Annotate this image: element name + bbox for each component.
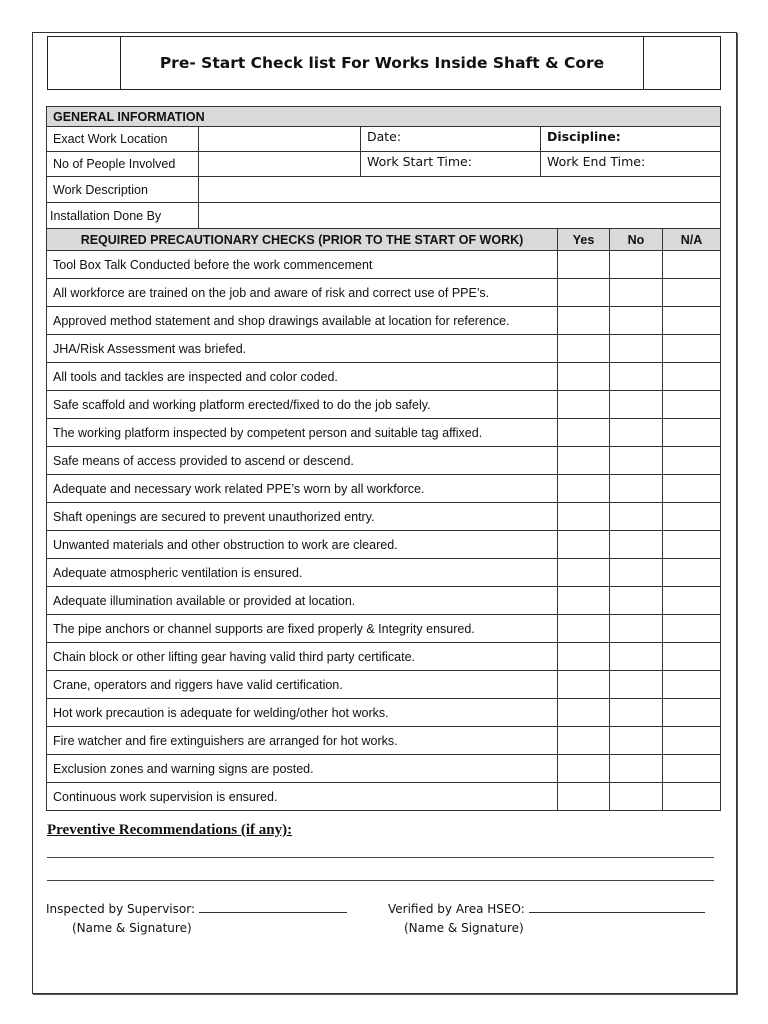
- check-no-box[interactable]: [610, 699, 663, 727]
- check-yes-box[interactable]: [558, 363, 610, 391]
- check-yes-box[interactable]: [558, 391, 610, 419]
- hseo-signature-field[interactable]: [388, 902, 705, 916]
- check-row: [47, 391, 721, 419]
- general-information-heading: GENERAL INFORMATION: [47, 107, 721, 127]
- check-item-text: Adequate illumination available or provided at location.: [47, 587, 558, 615]
- check-yes-box[interactable]: [558, 643, 610, 671]
- installation-done-by-field[interactable]: [199, 203, 721, 229]
- recommendation-line[interactable]: [47, 857, 714, 858]
- check-na-box[interactable]: [663, 615, 721, 643]
- check-no-box[interactable]: [610, 727, 663, 755]
- check-yes-box[interactable]: [558, 531, 610, 559]
- check-rows: [47, 251, 721, 811]
- check-na-box[interactable]: [663, 475, 721, 503]
- installation-done-by-label: Installation Done By: [47, 203, 199, 229]
- check-row: [47, 307, 721, 335]
- check-row: [47, 447, 721, 475]
- check-item-text: Unwanted materials and other obstruction to work are cleared.: [47, 531, 558, 559]
- check-yes-box[interactable]: [558, 503, 610, 531]
- check-row: [47, 671, 721, 699]
- check-item-text: Adequate and necessary work related PPE’s worn by all workforce.: [47, 475, 558, 503]
- check-item-text: All workforce are trained on the job and aware of risk and correct use of PPE’s.: [47, 279, 558, 307]
- check-no-box[interactable]: [610, 643, 663, 671]
- check-row: [47, 503, 721, 531]
- check-na-box[interactable]: [663, 419, 721, 447]
- exact-work-location-field[interactable]: [199, 127, 361, 152]
- check-no-box[interactable]: [610, 335, 663, 363]
- check-yes-box[interactable]: [558, 587, 610, 615]
- check-row: [47, 279, 721, 307]
- check-yes-box[interactable]: [558, 727, 610, 755]
- check-na-box[interactable]: [663, 363, 721, 391]
- check-yes-box[interactable]: [558, 279, 610, 307]
- check-item-text: Safe means of access provided to ascend or descend.: [47, 447, 558, 475]
- check-row: [47, 615, 721, 643]
- check-item-text: The pipe anchors or channel supports are fixed properly & Integrity ensured.: [47, 615, 558, 643]
- check-item-text: Exclusion zones and warning signs are posted.: [47, 755, 558, 783]
- people-involved-field[interactable]: [199, 152, 361, 177]
- check-na-box[interactable]: [663, 335, 721, 363]
- check-item-text: Fire watcher and fire extinguishers are arranged for hot works.: [47, 727, 558, 755]
- check-row: [47, 783, 721, 811]
- check-row: [47, 531, 721, 559]
- check-no-box[interactable]: [610, 475, 663, 503]
- check-yes-box[interactable]: [558, 335, 610, 363]
- hseo-signature-label: Verified by Area HSEO:: [388, 902, 525, 916]
- check-item-text: Hot work precaution is adequate for welding/other hot works.: [47, 699, 558, 727]
- check-na-box[interactable]: [663, 783, 721, 811]
- discipline-field[interactable]: Discipline:: [541, 127, 721, 152]
- preventive-recommendations-heading: Preventive Recommendations (if any):: [47, 822, 293, 838]
- recommendation-line[interactable]: [47, 880, 714, 881]
- check-na-box[interactable]: [663, 251, 721, 279]
- column-na-header: N/A: [663, 229, 721, 251]
- check-item-text: Continuous work supervision is ensured.: [47, 783, 558, 811]
- document-title: Pre- Start Check list For Works Inside Shaft & Core: [159, 54, 605, 72]
- check-no-box[interactable]: [610, 755, 663, 783]
- check-no-box[interactable]: [610, 391, 663, 419]
- check-item-text: The working platform inspected by competent person and suitable tag affixed.: [47, 419, 558, 447]
- check-no-box[interactable]: [610, 251, 663, 279]
- check-row: [47, 419, 721, 447]
- check-row: [47, 363, 721, 391]
- check-yes-box[interactable]: [558, 447, 610, 475]
- column-no-header: No: [610, 229, 663, 251]
- check-no-box[interactable]: [610, 559, 663, 587]
- precautionary-checks-heading: REQUIRED PRECAUTIONARY CHECKS (PRIOR TO THE START OF WORK): [47, 229, 558, 251]
- check-na-box[interactable]: [663, 559, 721, 587]
- logo-cell-right: [643, 37, 720, 89]
- check-na-box[interactable]: [663, 503, 721, 531]
- work-end-time-field[interactable]: Work End Time:: [541, 152, 721, 177]
- check-row: [47, 559, 721, 587]
- check-row: [47, 699, 721, 727]
- check-na-box[interactable]: [663, 699, 721, 727]
- check-item-text: JHA/Risk Assessment was briefed.: [47, 335, 558, 363]
- check-item-text: Safe scaffold and working platform erected/fixed to do the job safely.: [47, 391, 558, 419]
- check-no-box[interactable]: [610, 783, 663, 811]
- check-no-box[interactable]: [610, 419, 663, 447]
- check-yes-box[interactable]: [558, 307, 610, 335]
- check-yes-box[interactable]: [558, 783, 610, 811]
- check-yes-box[interactable]: [558, 615, 610, 643]
- check-yes-box[interactable]: [558, 671, 610, 699]
- check-no-box[interactable]: [610, 671, 663, 699]
- check-row: [47, 643, 721, 671]
- people-involved-label: No of People Involved: [47, 152, 199, 177]
- supervisor-signature-label: Inspected by Supervisor:: [46, 902, 195, 916]
- check-na-box[interactable]: [663, 531, 721, 559]
- check-row: [47, 475, 721, 503]
- check-na-box[interactable]: [663, 307, 721, 335]
- supervisor-signature-line[interactable]: [199, 902, 347, 913]
- check-no-box[interactable]: [610, 279, 663, 307]
- work-description-field[interactable]: [199, 177, 721, 203]
- check-yes-box[interactable]: [558, 755, 610, 783]
- check-na-box[interactable]: [663, 391, 721, 419]
- check-na-box[interactable]: [663, 587, 721, 615]
- check-item-text: All tools and tackles are inspected and color coded.: [47, 363, 558, 391]
- check-row: [47, 755, 721, 783]
- check-item-text: Chain block or other lifting gear having valid third party certificate.: [47, 643, 558, 671]
- work-start-time-field[interactable]: Work Start Time:: [361, 152, 541, 177]
- check-yes-box[interactable]: [558, 699, 610, 727]
- supervisor-signature-field[interactable]: [46, 902, 347, 916]
- check-yes-box[interactable]: [558, 559, 610, 587]
- check-na-box[interactable]: [663, 671, 721, 699]
- check-item-text: Shaft openings are secured to prevent unauthorized entry.: [47, 503, 558, 531]
- check-na-box[interactable]: [663, 643, 721, 671]
- check-row: [47, 727, 721, 755]
- check-yes-box[interactable]: [558, 475, 610, 503]
- check-na-box[interactable]: [663, 727, 721, 755]
- hseo-name-signature-note: (Name & Signature): [404, 921, 524, 935]
- check-no-box[interactable]: [610, 587, 663, 615]
- check-item-text: Adequate atmospheric ventilation is ensured.: [47, 559, 558, 587]
- column-yes-header: Yes: [558, 229, 610, 251]
- check-no-box[interactable]: [610, 363, 663, 391]
- title-box: [47, 36, 721, 90]
- check-na-box[interactable]: [663, 755, 721, 783]
- check-item-text: Tool Box Talk Conducted before the work commencement: [47, 251, 558, 279]
- check-no-box[interactable]: [610, 503, 663, 531]
- date-field[interactable]: Date:: [361, 127, 541, 152]
- check-row: [47, 587, 721, 615]
- check-no-box[interactable]: [610, 615, 663, 643]
- check-yes-box[interactable]: [558, 419, 610, 447]
- supervisor-name-signature-note: (Name & Signature): [72, 921, 192, 935]
- work-description-label: Work Description: [47, 177, 199, 203]
- check-no-box[interactable]: [610, 307, 663, 335]
- check-row: [47, 335, 721, 363]
- hseo-signature-line[interactable]: [529, 902, 705, 913]
- check-no-box[interactable]: [610, 447, 663, 475]
- exact-work-location-label: Exact Work Location: [47, 127, 199, 152]
- check-no-box[interactable]: [610, 531, 663, 559]
- check-item-text: Crane, operators and riggers have valid certification.: [47, 671, 558, 699]
- check-na-box[interactable]: [663, 279, 721, 307]
- check-yes-box[interactable]: [558, 251, 610, 279]
- check-row: [47, 251, 721, 279]
- check-item-text: Approved method statement and shop drawings available at location for reference.: [47, 307, 558, 335]
- logo-cell-left: [48, 37, 121, 89]
- check-na-box[interactable]: [663, 447, 721, 475]
- checklist-form: [46, 106, 721, 811]
